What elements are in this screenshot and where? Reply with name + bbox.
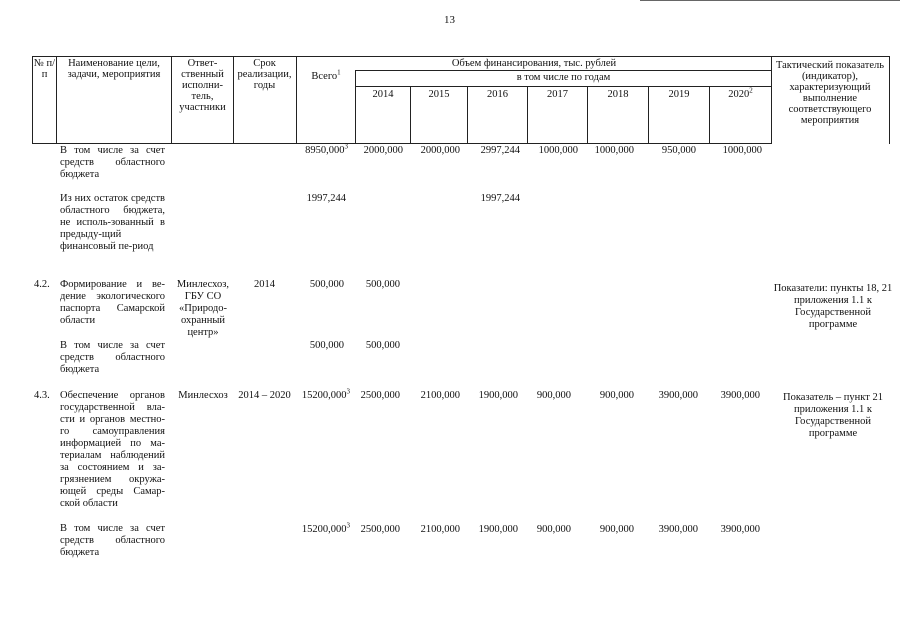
row-6-2015: 2100,000 (420, 524, 460, 535)
row-6-2019: 3900,000 (658, 524, 698, 535)
row-1-total: 8950,000$^3$ (305, 142, 348, 156)
header-year-2017: 2017 (547, 89, 568, 100)
row-5-2016: 1900,000 (478, 390, 518, 401)
row-5-2020: 3900,000 (720, 390, 760, 401)
page-number: 13 (444, 14, 455, 26)
header-name: Наименование цели, задачи, мероприятия (67, 58, 161, 80)
row-2-total: 1997,244 (306, 193, 346, 204)
row-6-name: В том числе за счет средств областного бюджета (60, 523, 165, 558)
header-num: № п/п (33, 58, 56, 80)
row-5-2017: 900,000 (536, 390, 571, 401)
header-indicator: Тактический показатель (индикатор), характеризующий выполнение соответствующего мероприятия (775, 60, 885, 126)
row-3-2014: 500,000 (365, 279, 400, 290)
header-year-2014: 2014 (372, 89, 394, 100)
row-3-term: 2014 (254, 279, 275, 290)
row-6-total: 15200,000$^3$ (301, 521, 350, 535)
header-funding: Объем финансирования, тыс. рублей (451, 58, 617, 69)
row-1-2020: 1000,000 (722, 145, 762, 156)
header-year-2015: 2015 (428, 89, 450, 100)
row-5-2018: 900,000 (599, 390, 634, 401)
row-4-name: В том числе за счет средств областного бюджета (60, 340, 165, 375)
header-year-2020: 2020$^2$ (728, 86, 753, 100)
row-5-responsible: Минлесхоз (178, 390, 228, 401)
top-edge-line (640, 0, 900, 1)
row-6-2018: 900,000 (599, 524, 634, 535)
row-6-2016: 1900,000 (478, 524, 518, 535)
row-1-2016: 2997,244 (480, 145, 520, 156)
row-1-2019: 950,000 (661, 145, 696, 156)
row-4-2014: 500,000 (365, 340, 400, 351)
row-1-2015: 2000,000 (420, 145, 460, 156)
row-3-total: 500,000 (309, 279, 344, 290)
row-5-total: 15200,000$^3$ (301, 387, 350, 401)
row-3-responsible: Минлесхоз, ГБУ СО «Природо-охранный центр» (176, 279, 230, 338)
row-1-2018: 1000,000 (594, 145, 634, 156)
row-5-2014: 2500,000 (360, 390, 400, 401)
row-5-2015: 2100,000 (420, 390, 460, 401)
row-6-2014: 2500,000 (360, 524, 400, 535)
row-5-name: Обеспечение органов государственной вла-сти и органов местно-го самоуправления информацией по ма-териалам наблюдений за состоянием и за-грязнением окружа-ющей среды Самар-ской области (60, 390, 165, 509)
row-4-total: 500,000 (309, 340, 344, 351)
header-responsible: Ответ-ственный исполни-тель, участники (179, 58, 226, 113)
row-5-2019: 3900,000 (658, 390, 698, 401)
row-1-2014: 2000,000 (363, 145, 403, 156)
row-6-2017: 900,000 (536, 524, 571, 535)
row-1-name: В том числе за счет средств областного бюджета (60, 145, 165, 180)
row-6-2020: 3900,000 (720, 524, 760, 535)
row-2-2016: 1997,244 (480, 193, 520, 204)
header-term: Срок реализации, годы (237, 58, 292, 91)
row-3-num: 4.2. (34, 279, 50, 290)
row-5-term: 2014 – 2020 (238, 390, 291, 401)
row-2-name: Из них остаток средств областного бюджета, не исполь-зованный в предыду-щий финансовый пе-риод (60, 193, 165, 252)
header-total: Всего$^1$ (311, 68, 341, 82)
header-by-years: в том числе по годам (516, 72, 611, 83)
row-3-name: Формирование и ве-дение экологического паспорта Самарской области (60, 279, 165, 326)
row-3-indicator: Показатели: пункты 18, 21 приложения 1.1 к Государственной программе (773, 283, 893, 330)
row-5-num: 4.3. (34, 390, 50, 401)
header-year-2018: 2018 (607, 89, 629, 100)
header-year-2016: 2016 (487, 89, 508, 100)
row-5-indicator: Показатель – пункт 21 приложения 1.1 к Государственной программе (783, 392, 883, 439)
row-1-2017: 1000,000 (538, 145, 578, 156)
header-year-2019: 2019 (668, 89, 690, 100)
